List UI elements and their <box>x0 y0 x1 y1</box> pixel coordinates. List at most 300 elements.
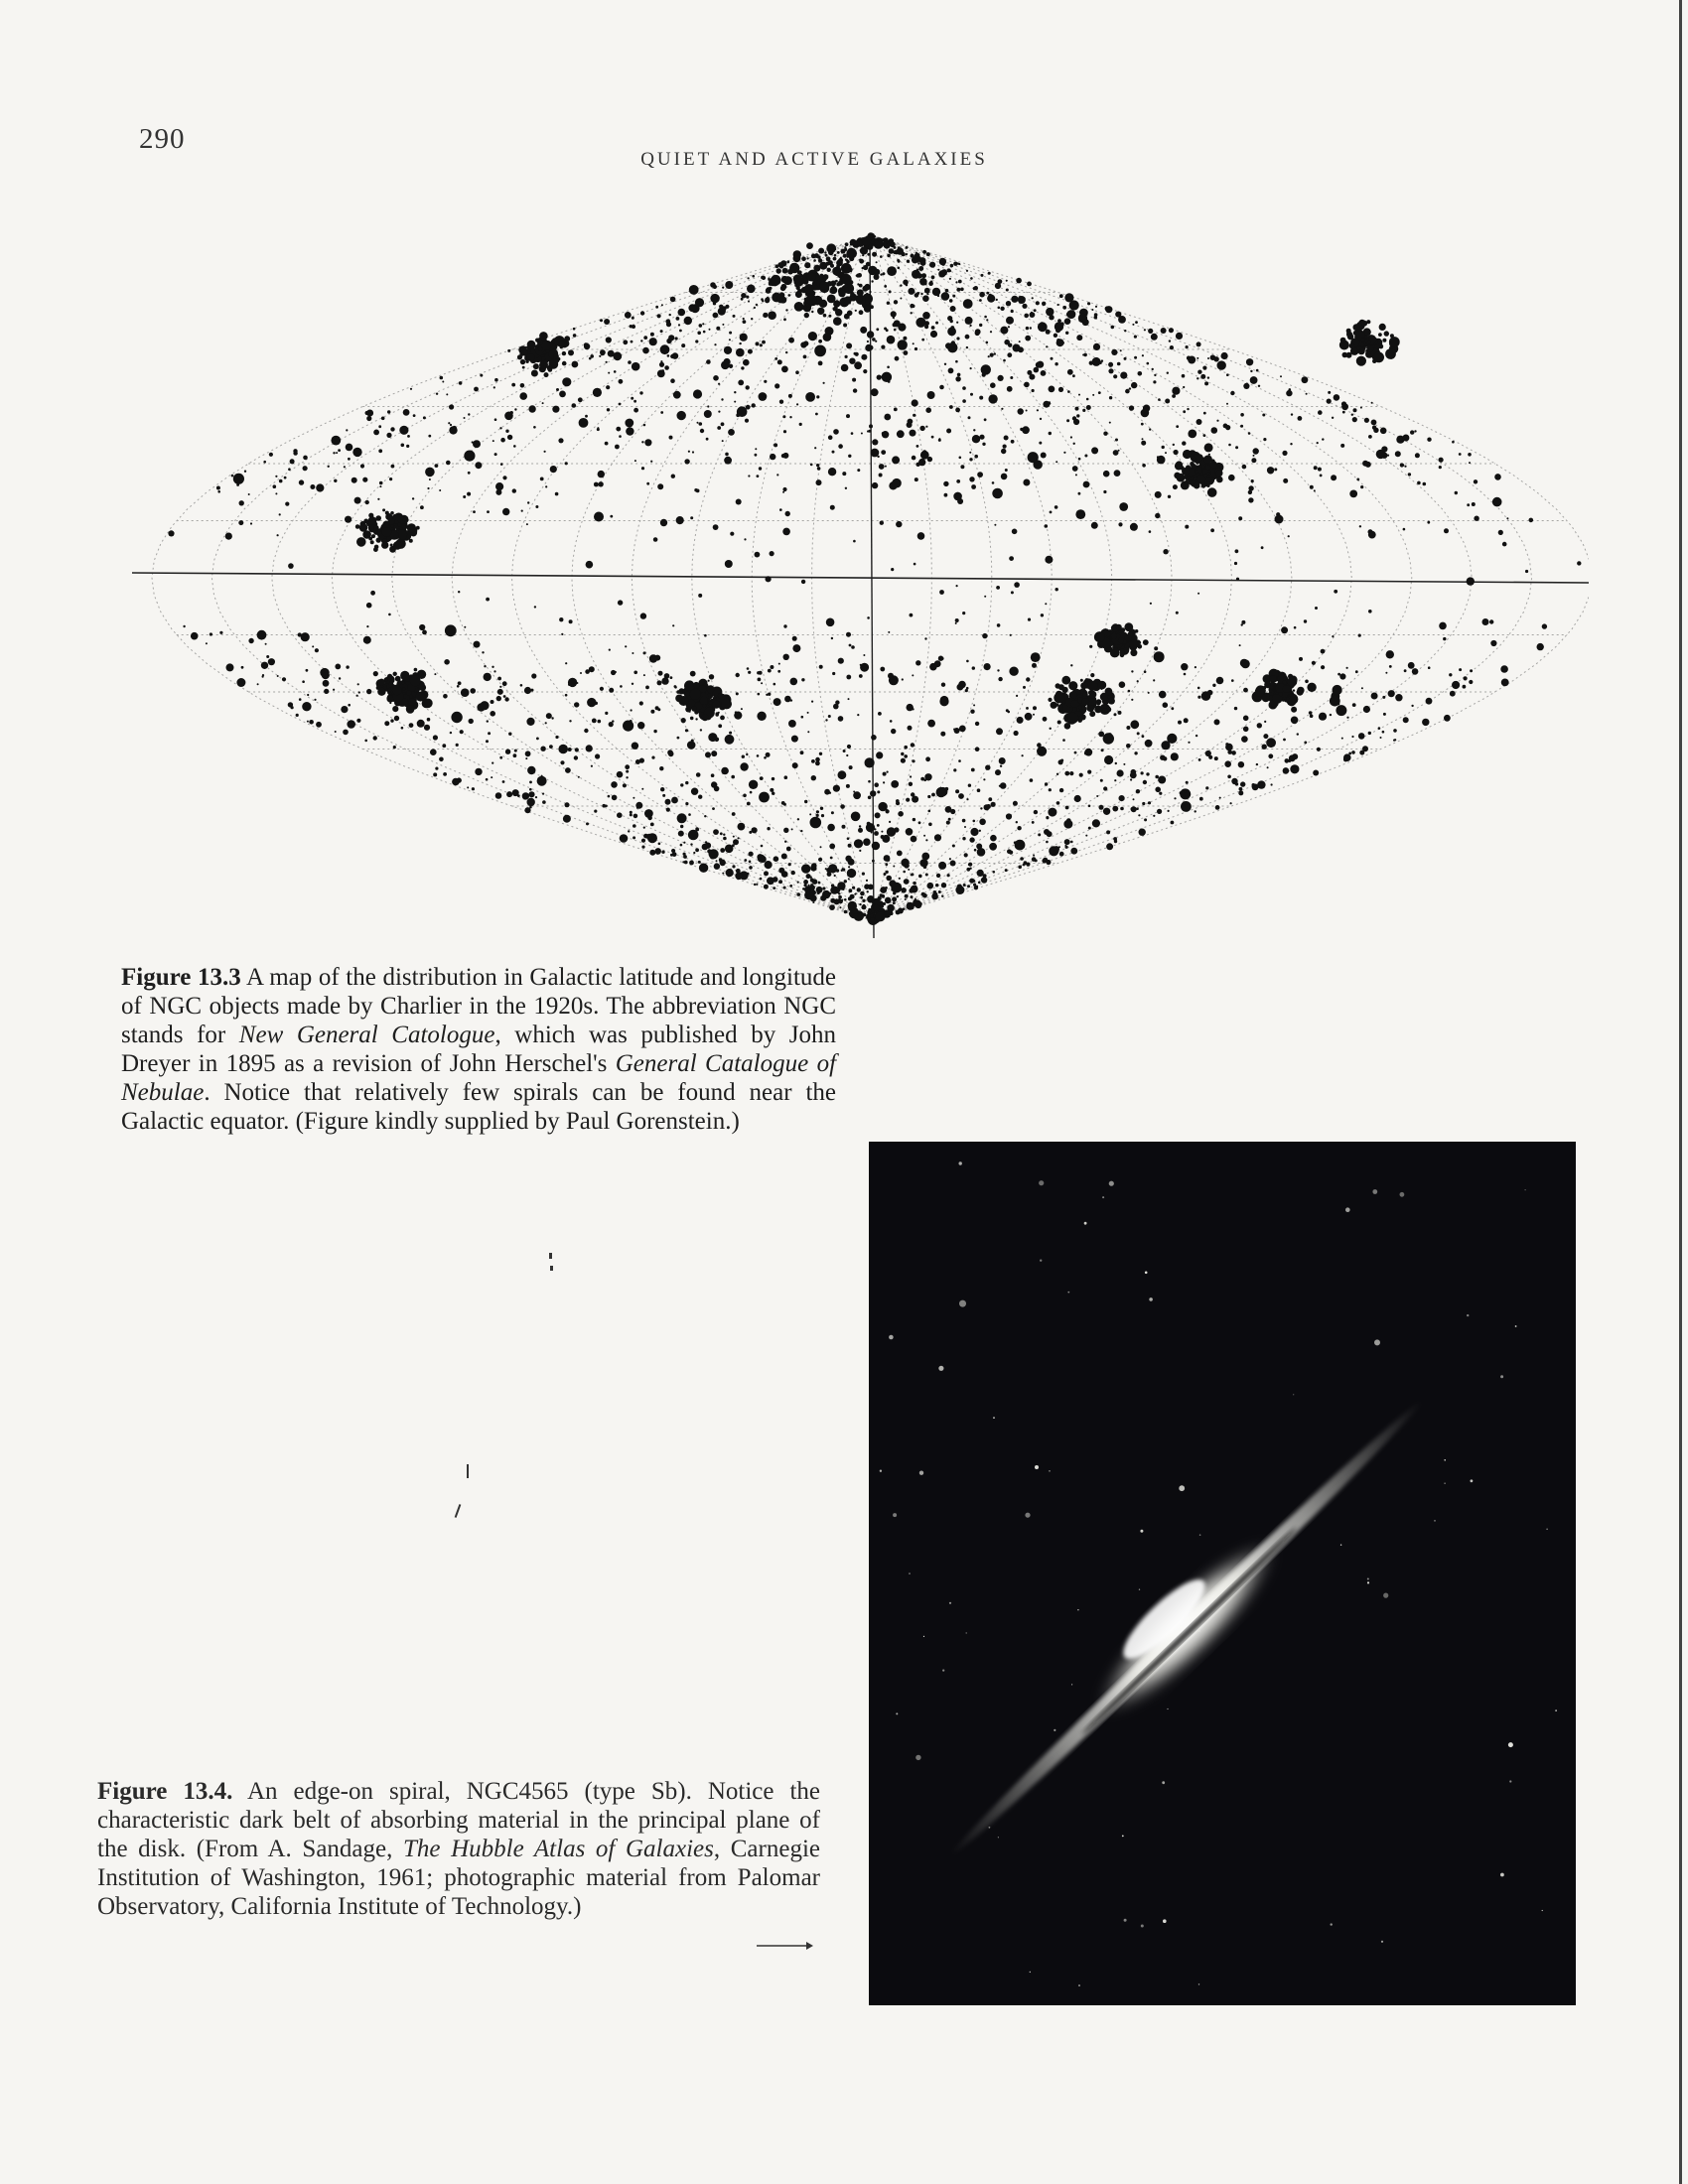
ngc-object-marker <box>824 789 830 795</box>
ngc-cluster-marker <box>771 278 778 286</box>
ngc-object-marker <box>1210 354 1216 360</box>
ngc-object-marker <box>572 403 577 408</box>
ngc-object-marker <box>801 580 805 584</box>
ngc-object-marker <box>1380 737 1382 739</box>
ngc-object-marker <box>776 474 778 476</box>
ngc-object-marker <box>1075 474 1077 476</box>
ngc-object-marker <box>859 825 861 827</box>
ngc-object-marker <box>697 422 699 424</box>
ngc-cluster-marker <box>806 242 813 249</box>
ngc-object-marker <box>1417 481 1421 485</box>
ngc-object-marker <box>844 246 846 248</box>
ngc-object-marker <box>875 341 877 342</box>
ngc-cluster-marker <box>384 679 387 682</box>
ngc-object-marker <box>1361 687 1363 689</box>
ngc-cluster-marker <box>693 682 699 688</box>
ngc-object-marker <box>908 726 913 731</box>
ngc-object-marker <box>299 479 304 484</box>
ngc-object-marker <box>513 445 516 448</box>
ngc-object-marker <box>938 862 946 870</box>
ngc-object-marker <box>670 854 673 857</box>
ngc-object-marker <box>943 481 948 486</box>
ngc-object-marker <box>929 262 935 268</box>
ngc-object-marker <box>891 568 894 571</box>
ngc-object-marker <box>1103 471 1110 478</box>
ngc-cluster-marker <box>1083 692 1088 697</box>
ngc-object-marker <box>1302 376 1309 383</box>
ngc-object-marker <box>754 884 756 886</box>
ngc-object-marker <box>1092 819 1100 827</box>
ngc-object-marker <box>668 751 674 757</box>
ngc-object-marker <box>658 843 661 846</box>
ngc-object-marker <box>1019 341 1021 342</box>
ngc-object-marker <box>1340 444 1344 448</box>
ngc-object-marker <box>1132 324 1134 326</box>
ngc-cluster-marker <box>371 534 375 538</box>
ngc-object-marker <box>881 375 883 377</box>
ngc-object-marker <box>774 383 779 388</box>
ngc-object-marker <box>725 305 729 309</box>
ngc-object-marker <box>1103 808 1110 815</box>
ngc-object-marker <box>910 614 914 617</box>
ngc-object-marker <box>847 745 851 749</box>
ngc-cluster-marker <box>843 265 851 273</box>
ngc-object-marker <box>719 305 723 309</box>
ngc-cluster-marker <box>1124 634 1131 641</box>
ngc-object-marker <box>805 392 815 402</box>
ngc-object-marker <box>758 678 762 682</box>
ngc-object-marker <box>1235 549 1239 553</box>
ngc-object-marker <box>1143 639 1149 645</box>
ngc-object-marker <box>689 285 699 295</box>
ngc-object-marker <box>979 299 982 302</box>
ngc-object-marker <box>1180 791 1183 794</box>
ngc-object-marker <box>1103 786 1107 790</box>
ngc-object-marker <box>776 268 781 273</box>
ngc-object-marker <box>339 677 341 679</box>
ngc-object-marker <box>897 851 903 857</box>
ngc-object-marker <box>938 890 941 893</box>
ngc-object-marker <box>1032 857 1037 862</box>
ngc-object-marker <box>792 644 800 652</box>
ngc-object-marker <box>1195 810 1196 812</box>
ngc-object-marker <box>971 768 975 772</box>
ngc-object-marker <box>1241 736 1248 743</box>
ngc-object-marker <box>433 772 437 776</box>
ngc-object-marker <box>562 351 566 355</box>
ngc-object-marker <box>963 884 966 887</box>
ngc-object-marker <box>1449 673 1452 676</box>
ngc-object-marker <box>912 674 914 676</box>
ngc-object-marker <box>816 810 819 813</box>
ngc-cluster-marker <box>1206 484 1209 487</box>
ngc-object-marker <box>788 394 792 398</box>
ngc-object-marker <box>365 500 369 504</box>
ngc-object-marker <box>816 464 819 467</box>
ngc-object-marker <box>838 444 843 449</box>
ngc-cluster-marker <box>1194 482 1200 489</box>
ngc-object-marker <box>670 676 673 679</box>
ngc-object-marker <box>381 417 385 421</box>
page-number: 290 <box>139 123 186 155</box>
ngc-object-marker <box>990 353 994 357</box>
ngc-object-marker <box>691 788 698 795</box>
ngc-object-marker <box>922 450 927 455</box>
ngc-object-marker <box>742 755 745 758</box>
ngc-object-marker <box>935 884 938 887</box>
background-star <box>1555 1709 1557 1711</box>
ngc-object-marker <box>811 311 813 313</box>
ngc-cluster-marker <box>1385 348 1396 359</box>
ngc-object-marker <box>336 452 338 454</box>
ngc-object-marker <box>1091 309 1093 311</box>
ngc-object-marker <box>1226 373 1229 376</box>
ngc-object-marker <box>529 806 532 809</box>
ngc-object-marker <box>970 393 973 396</box>
background-star <box>1141 1925 1144 1928</box>
ngc-cluster-marker <box>826 243 836 253</box>
ngc-object-marker <box>1368 732 1371 735</box>
ngc-object-marker <box>897 259 900 262</box>
ngc-object-marker <box>731 775 735 779</box>
ngc-object-marker <box>838 892 840 894</box>
ngc-object-marker <box>1034 309 1037 312</box>
ngc-cluster-marker <box>795 291 802 298</box>
ngc-object-marker <box>265 643 267 645</box>
ngc-object-marker <box>939 385 944 390</box>
background-star <box>919 1471 923 1475</box>
ngc-object-marker <box>890 242 896 248</box>
ngc-object-marker <box>1155 787 1161 793</box>
background-star <box>1367 1578 1369 1580</box>
ngc-object-marker <box>1474 516 1478 521</box>
ngc-object-marker <box>1309 711 1313 715</box>
ngc-object-marker <box>922 312 930 320</box>
ngc-object-marker <box>244 471 246 473</box>
ngc-object-marker <box>962 399 966 403</box>
ngc-object-marker <box>579 418 589 428</box>
ngc-object-marker <box>901 752 904 755</box>
ngc-object-marker <box>250 522 252 524</box>
ngc-object-marker <box>1243 727 1249 733</box>
ngc-object-marker <box>688 451 690 453</box>
ngc-object-marker <box>1352 703 1356 707</box>
ngc-object-marker <box>970 828 978 836</box>
ngc-object-marker <box>883 242 886 245</box>
ngc-object-marker <box>859 674 863 678</box>
ngc-object-marker <box>853 540 856 543</box>
ngc-object-marker <box>843 324 847 328</box>
ngc-object-marker <box>825 254 828 257</box>
ngc-object-marker <box>1231 679 1234 682</box>
ngc-object-marker <box>848 844 852 848</box>
ngc-object-marker <box>724 346 732 354</box>
ngc-cluster-marker <box>690 689 701 700</box>
ngc-object-marker <box>918 459 925 466</box>
ngc-object-marker <box>1348 752 1351 755</box>
ngc-object-marker <box>1067 369 1073 375</box>
ngc-object-marker <box>846 342 852 348</box>
ngc-object-marker <box>818 340 822 343</box>
ngc-object-marker <box>657 483 663 489</box>
ngc-object-marker <box>881 450 886 455</box>
ngc-cluster-marker <box>847 311 853 317</box>
ngc-object-marker <box>387 410 390 413</box>
ngc-object-marker <box>946 821 950 825</box>
ngc-object-marker <box>1007 849 1012 854</box>
ngc-object-marker <box>1153 380 1156 383</box>
figure-13-3-label: Figure 13.3 <box>121 964 241 991</box>
ngc-object-marker <box>1230 802 1232 804</box>
ngc-object-marker <box>1137 732 1140 735</box>
ngc-object-marker <box>1022 426 1030 434</box>
ngc-object-marker <box>898 340 908 349</box>
ngc-object-marker <box>969 458 972 461</box>
ngc-object-marker <box>1196 735 1197 737</box>
ngc-object-marker <box>528 791 534 797</box>
ngc-object-marker <box>1129 405 1134 410</box>
ngc-object-marker <box>1009 667 1018 676</box>
ngc-object-marker <box>1037 361 1044 368</box>
ngc-object-marker <box>645 686 649 690</box>
ngc-object-marker <box>782 491 784 493</box>
ngc-object-marker <box>499 756 502 759</box>
background-star <box>1078 1984 1080 1986</box>
ngc-object-marker <box>917 273 922 278</box>
ngc-object-marker <box>657 680 662 685</box>
ngc-object-marker <box>587 698 596 707</box>
ngc-object-marker <box>1041 614 1044 616</box>
ngc-cluster-marker <box>859 259 864 264</box>
ngc-object-marker <box>1075 509 1085 519</box>
background-star <box>959 1161 962 1164</box>
background-star <box>1039 1180 1044 1185</box>
ngc-object-marker <box>357 683 359 685</box>
ngc-object-marker <box>527 501 529 503</box>
ngc-object-marker <box>619 403 622 406</box>
ngc-object-marker <box>626 427 633 435</box>
ngc-object-marker <box>819 665 823 669</box>
ngc-object-marker <box>1356 478 1359 481</box>
ngc-object-marker <box>391 465 395 469</box>
ngc-object-marker <box>528 405 535 412</box>
ngc-object-marker <box>1033 714 1035 716</box>
ngc-object-marker <box>1371 402 1373 404</box>
ngc-object-marker <box>500 438 505 443</box>
ngc-object-marker <box>783 318 786 321</box>
ngc-object-marker <box>877 824 880 827</box>
ngc-object-marker <box>939 590 944 595</box>
ngc-object-marker <box>493 386 495 388</box>
ngc-object-marker <box>913 818 915 821</box>
ngc-object-marker <box>1006 289 1009 292</box>
ngc-object-marker <box>925 756 930 761</box>
ngc-object-marker <box>1157 456 1166 465</box>
ngc-object-marker <box>496 696 501 701</box>
ngc-object-marker <box>1014 731 1019 736</box>
ngc-object-marker <box>306 669 309 672</box>
ngc-object-marker <box>984 596 986 598</box>
ngc-object-marker <box>1256 369 1259 372</box>
ngc-object-marker <box>1136 807 1139 810</box>
ngc-object-marker <box>1327 399 1332 404</box>
ngc-cluster-marker <box>373 525 379 531</box>
ngc-object-marker <box>660 411 663 414</box>
ngc-object-marker <box>407 435 410 438</box>
ngc-object-marker <box>275 476 277 478</box>
ngc-object-marker <box>511 383 515 387</box>
ngc-object-marker <box>1319 713 1327 721</box>
ngc-object-marker <box>1207 376 1209 378</box>
ngc-object-marker <box>379 481 383 485</box>
ngc-object-marker <box>1198 758 1201 761</box>
stray-mark <box>455 1504 462 1518</box>
ngc-object-marker <box>1049 386 1055 393</box>
ngc-object-marker <box>1106 843 1113 850</box>
ngc-object-marker <box>1111 326 1115 330</box>
ngc-cluster-marker <box>391 525 394 528</box>
ngc-object-marker <box>1046 330 1051 335</box>
ngc-object-marker <box>1119 681 1126 688</box>
ngc-object-marker <box>825 719 827 721</box>
ngc-object-marker <box>1047 831 1053 837</box>
ngc-object-marker <box>646 834 652 840</box>
ngc-object-marker <box>1197 687 1200 690</box>
caption-3-title-ngc: New General Catologue <box>238 1022 495 1048</box>
ngc-cluster-marker <box>844 288 849 293</box>
ngc-object-marker <box>542 402 544 404</box>
ngc-object-marker <box>781 366 788 373</box>
ngc-object-marker <box>1073 419 1079 425</box>
ngc-object-marker <box>925 426 927 428</box>
ngc-object-marker <box>664 365 669 370</box>
ngc-object-marker <box>651 756 654 759</box>
ngc-object-marker <box>1411 705 1413 707</box>
ngc-object-marker <box>625 764 630 769</box>
ngc-object-marker <box>860 896 863 899</box>
ngc-object-marker <box>830 857 833 860</box>
ngc-object-marker <box>998 307 1001 310</box>
ngc-object-marker <box>722 287 724 289</box>
ngc-object-marker <box>903 337 907 341</box>
ngc-object-marker <box>1256 763 1258 765</box>
ngc-object-marker <box>1310 714 1314 718</box>
ngc-object-marker <box>1415 453 1420 458</box>
ngc-object-marker <box>631 397 633 400</box>
ngc-object-marker <box>833 704 839 710</box>
ngc-object-marker <box>1178 721 1182 725</box>
ngc-object-marker <box>801 678 804 681</box>
ngc-cluster-marker <box>1366 320 1370 324</box>
ngc-object-marker <box>916 292 919 295</box>
ngc-cluster-marker <box>1367 345 1374 352</box>
ngc-object-marker <box>969 452 971 454</box>
ngc-cluster-marker <box>1206 466 1211 471</box>
ngc-object-marker <box>1006 280 1008 282</box>
ngc-object-marker <box>379 485 381 487</box>
ngc-object-marker <box>505 430 508 433</box>
ngc-object-marker <box>862 873 865 876</box>
ngc-object-marker <box>1059 788 1063 792</box>
ngc-object-marker <box>425 468 435 478</box>
ngc-object-marker <box>1250 376 1258 384</box>
ngc-object-marker <box>881 894 885 898</box>
ngc-object-marker <box>1058 387 1063 392</box>
ngc-object-marker <box>1321 665 1325 669</box>
ngc-object-marker <box>362 478 367 482</box>
ngc-object-marker <box>668 335 674 341</box>
ngc-cluster-marker <box>520 359 525 364</box>
ngc-object-marker <box>1120 349 1122 351</box>
ngc-object-marker <box>414 668 418 672</box>
ngc-object-marker <box>925 874 928 877</box>
ngc-object-marker <box>1251 458 1256 463</box>
ngc-object-marker <box>831 811 834 814</box>
ngc-object-marker <box>1000 765 1002 767</box>
ngc-object-marker <box>713 313 719 319</box>
ngc-object-marker <box>661 304 663 306</box>
ngc-object-marker <box>901 859 909 867</box>
ngc-object-marker <box>868 345 873 350</box>
ngc-object-marker <box>1238 790 1243 795</box>
ngc-object-marker <box>897 430 905 438</box>
ngc-object-marker <box>894 300 898 304</box>
ngc-object-marker <box>1387 455 1389 457</box>
ngc-cluster-marker <box>1277 674 1288 685</box>
ngc-object-marker <box>825 868 827 870</box>
ngc-object-marker <box>866 914 870 918</box>
ngc-object-marker <box>427 487 429 489</box>
ngc-object-marker <box>1403 717 1409 723</box>
ngc-object-marker <box>1075 407 1079 411</box>
ngc-object-marker <box>1137 680 1139 682</box>
ngc-object-marker <box>915 318 925 328</box>
ngc-object-marker <box>950 809 955 814</box>
ngc-object-marker <box>991 802 996 807</box>
ngc-object-marker <box>872 439 878 445</box>
ngc-object-marker <box>677 737 680 740</box>
ngc-object-marker <box>365 411 369 415</box>
background-star <box>1374 1339 1380 1345</box>
ngc-object-marker <box>741 366 744 369</box>
ngc-object-marker <box>811 775 816 780</box>
ngc-object-marker <box>678 309 686 317</box>
ngc-object-marker <box>883 772 887 776</box>
ngc-object-marker <box>1017 717 1024 724</box>
ngc-object-marker <box>749 852 754 857</box>
background-star <box>1162 1781 1165 1784</box>
ngc-object-marker <box>835 891 837 893</box>
ngc-object-marker <box>303 466 308 471</box>
ngc-object-marker <box>918 266 923 271</box>
ngc-object-marker <box>869 424 873 428</box>
ngc-cluster-marker <box>817 308 824 315</box>
ngc-object-marker <box>1467 503 1470 506</box>
ngc-object-marker <box>901 887 907 893</box>
ngc-cluster-marker <box>1288 697 1296 705</box>
ngc-object-marker <box>1238 516 1242 520</box>
ngc-object-marker <box>1048 808 1056 817</box>
ngc-object-marker <box>713 285 717 289</box>
ngc-object-marker <box>863 369 867 373</box>
ngc-object-marker <box>597 394 599 396</box>
ngc-object-marker <box>744 859 747 862</box>
ngc-cluster-marker <box>836 267 841 272</box>
ngc-cluster-marker <box>1054 692 1064 703</box>
ngc-object-marker <box>1378 727 1381 730</box>
ngc-object-marker <box>445 624 457 636</box>
ngc-object-marker <box>906 798 910 802</box>
